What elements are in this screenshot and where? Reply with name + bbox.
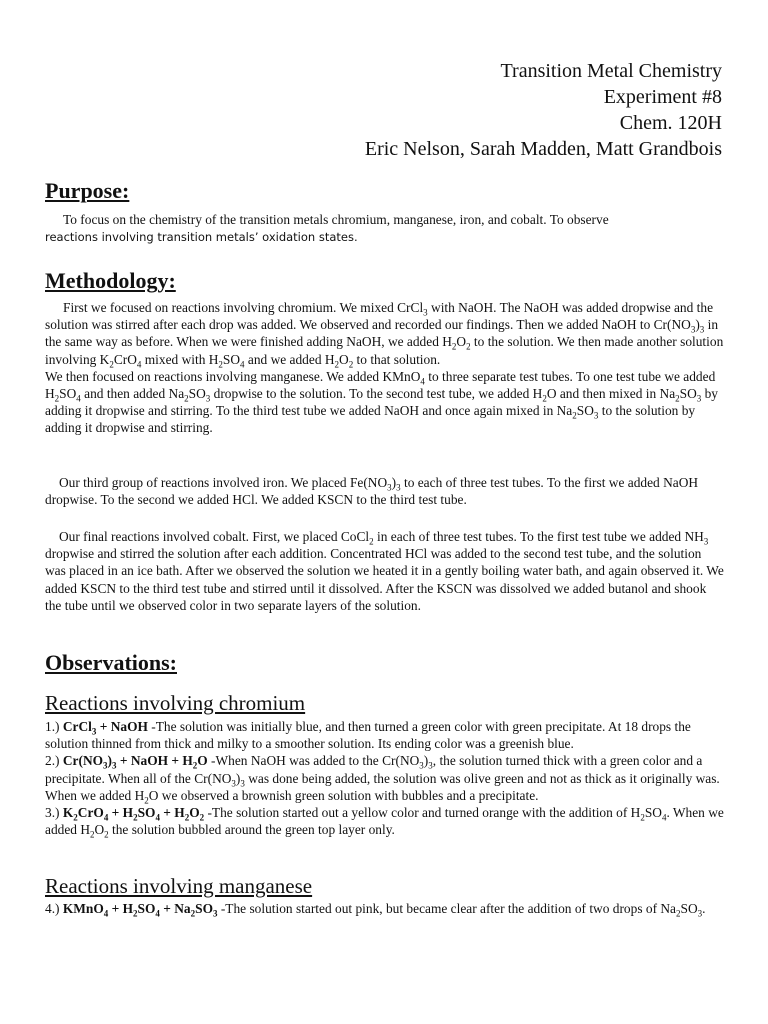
- purpose-paragraph: [45, 211, 725, 246]
- reaction-2: 2.) $Cr(NO_3)_3$ + NaOH + $H_2O$ -When NaOH was added to the $Cr(NO_3)_3$, the solution turned thick with a green color and a precipitate. When all of the $Cr(NO_3)_3$ was done being added, the solution was olive green and not as thick as it originally was. When we added $H_2O$ we observed a brownish green solution with bubbles and a precipitate.: [45, 753, 720, 806]
- observations-manganese-list: [45, 900, 725, 917]
- document-header: [365, 58, 722, 162]
- experiment-number: Experiment #8: [603, 86, 722, 108]
- methodology-iron-paragraph: Our third group of reactions involved iron. We placed $Fe(NO_3)_3$ to each of three test tubes. To the first we added NaOH dropwise. To the second we added HCl. We added KSCN to the third test tube.: [45, 475, 699, 508]
- methodology-chromium-paragraph: First we focused on reactions involving chromium. We mixed CrCl$_3$ with NaOH. The NaOH was added dropwise and the solution was stirred after each drop was added. We observed and recorded our findings. Then we added NaOH to $Cr(NO_3)_3$ in the same way as before. When we were finished adding NaOH, we added $H_2O_2$ to the solution. We then made another solution involving $K_2CrO_4$ mixed with $H_2SO_4$ and we added $H_2O_2$ to that solution. We then focused on reactions involving manganese. We added KMnO$_4$ to three separate test tubes. To one test tube we added $H_2SO_4$ and then added $Na_2SO_3$ dropwise to the solution. To the second test tube, we added $H_2O$ and then mixed in $Na_2SO_3$ by adding it dropwise and stirring. To the third test tube we added NaOH and once again mixed in $Na_2SO_3$ to the solution by adding it dropwise and stirring.: [45, 300, 724, 436]
- report-title: Transition Metal Chemistry: [500, 60, 722, 82]
- methodology-cobalt-paragraph: Our final reactions involved cobalt. First, we placed CoCl$_2$ in each of three test tubes. To the first test tube we added $NH_3$ dropwise and stirred the solution after each addition. Concentrated HCl was added to the second test tube, and the solution was placed in an ice bath. After we observed the solution we heated it in a gently boiling water bath, and again observed it. We added KSCN to the third test tube and stirred until it dissolved. After the KSCN was dissolved we added butanol and shook the tube until we observed color in two separate layers of the solution.: [45, 529, 724, 613]
- reaction-4: 4.) KMnO$_4$ + $H_2SO_4 + Na_2SO_3$ -The solution started out pink, but became clear after the addition of two drops of $Na_2SO_3$.: [45, 901, 706, 919]
- chromium-subheading: Reactions involving chromium: [45, 691, 306, 715]
- manganese-subheading: Reactions involving manganese: [45, 874, 313, 898]
- author-names: Eric Nelson, Sarah Madden, Matt Grandbois: [364, 138, 722, 160]
- observations-chromium-list: [45, 718, 725, 838]
- reaction-3: 3.) $K_2CrO_4 + H_2SO_4 + H_2O_2$ -The solution started out a yellow color and turned orange with the addition of $H_2SO_4$. When we added $H_2O_2$ the solution bubbled around the green top layer only.: [45, 805, 724, 840]
- purpose-heading: Purpose:: [45, 178, 130, 203]
- purpose-line-2: reactions involving transition metals’ oxidation states.: [45, 230, 358, 245]
- methodology-manganese-text: We then focused on reactions involving manganese. We added KMnO$_4$ to three separate test tubes. To one test tube we added $H_2SO_4$ and then added $Na_2SO_3$ dropwise to the solution. To the second test tube, we added $H_2O$ and then mixed in $Na_2SO_3$ by adding it dropwise and stirring. To the third test tube we added NaOH and once again mixed in $Na_2SO_3$ to the solution by adding it dropwise and stirring.: [45, 368, 719, 436]
- methodology-heading: Methodology:: [45, 268, 176, 293]
- purpose-line-1: To focus on the chemistry of the transition metals chromium, manganese, iron, and cobalt. To observe: [63, 212, 609, 227]
- course-code: Chem. 120H: [619, 112, 722, 134]
- observations-heading: Observations:: [45, 650, 177, 675]
- reaction-1: 1.) CrCl$_3$ + NaOH -The solution was initially blue, and then turned a green color with green precipitate. At 18 drops the solution thinned from thick and milky to a smoother solution. Its ending color was a greenish blue.: [45, 719, 691, 752]
